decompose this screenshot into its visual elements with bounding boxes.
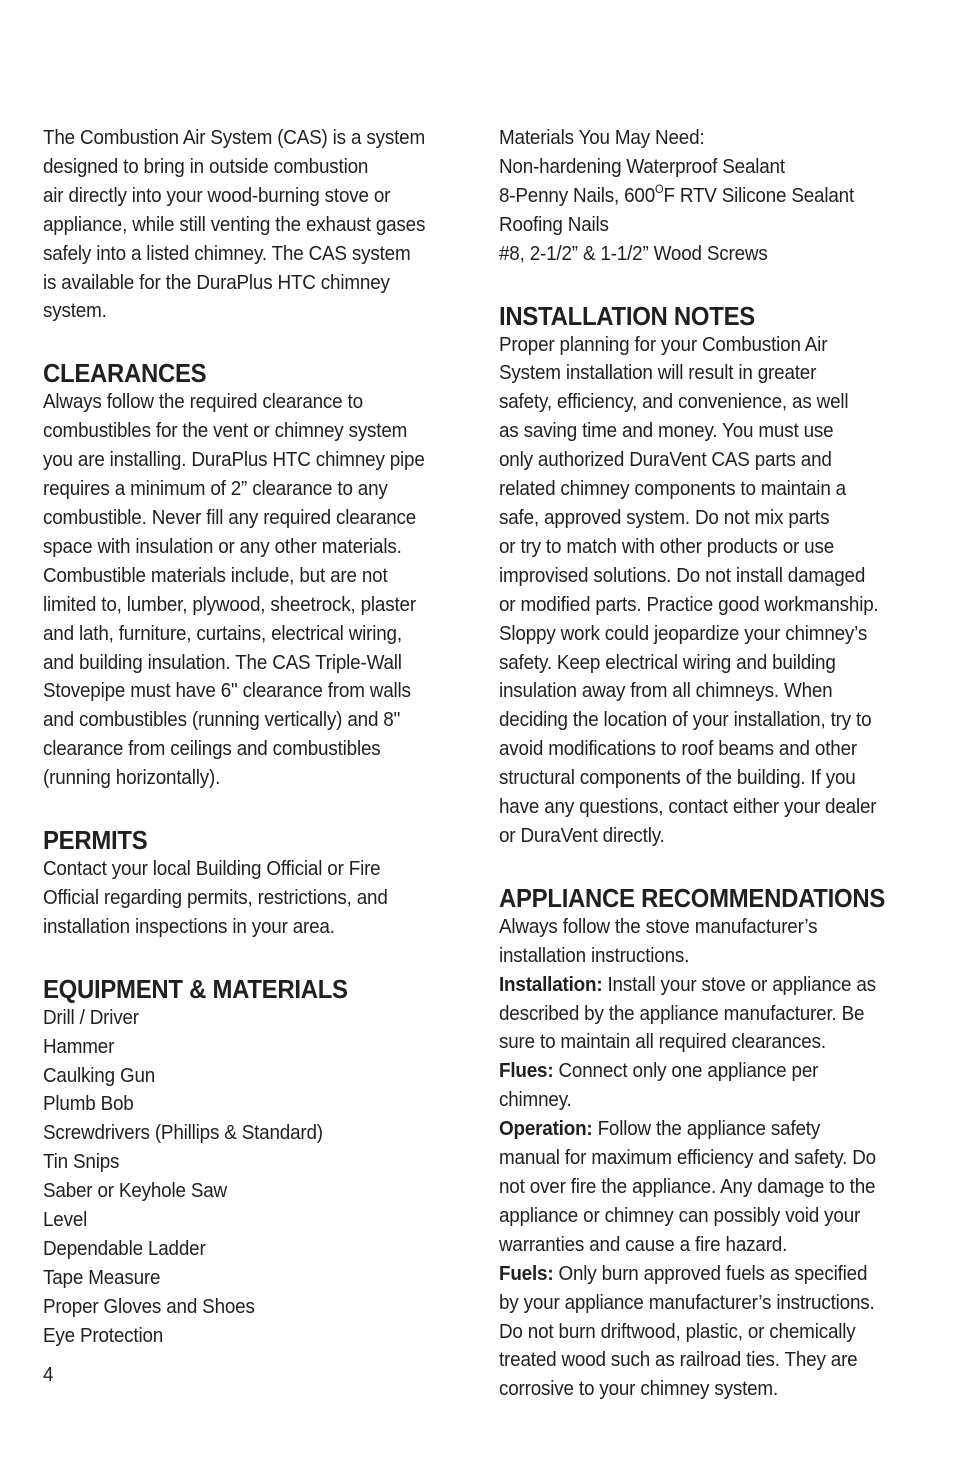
clearances-line: and lath, furniture, curtains, electrical wiring,: [43, 621, 402, 645]
operation-line: appliance or chimney can possibly void your: [499, 1203, 861, 1227]
intro-line: designed to bring in outside combustion: [43, 154, 369, 178]
equipment-heading: EQUIPMENT & MATERIALS: [43, 973, 348, 1004]
clearances-line: and combustibles (running vertically) and 8": [43, 708, 401, 732]
installation-notes-line: safety. Keep electrical wiring and building: [499, 650, 836, 674]
appliance-intro-line: installation instructions.: [499, 943, 690, 967]
materials-item-text: F RTV Silicone Sealant: [663, 183, 855, 207]
intro-line: appliance, while still venting the exhaust gases: [43, 212, 426, 236]
equipment-list: [43, 1004, 462, 1351]
clearances-line: combustible. Never fill any required clearance: [43, 505, 417, 529]
installation-notes-line: or modified parts. Practice good workmanship.: [499, 592, 879, 616]
clearances-line: Combustible materials include, but are not: [43, 563, 388, 587]
intro-line: air directly into your wood-burning stove or: [43, 183, 391, 207]
equipment-item: Level: [43, 1208, 88, 1232]
equipment-item: Proper Gloves and Shoes: [43, 1294, 255, 1318]
appliance-recommendations-heading: APPLIANCE RECOMMENDATIONS: [499, 882, 886, 913]
installation-notes-line: as saving time and money. You must use: [499, 419, 834, 443]
clearances-heading: CLEARANCES: [43, 358, 207, 389]
materials-item: [499, 182, 918, 211]
equipment-item: Screwdrivers (Phillips & Standard): [43, 1121, 323, 1145]
appliance-recommendations-paragraph: [499, 913, 918, 1404]
clearances-line: combustibles for the vent or chimney system: [43, 419, 408, 443]
installation-notes-line: structural components of the building. If you: [499, 766, 856, 790]
installation-notes-line: deciding the location of your installation, try to: [499, 708, 872, 732]
installation-text: Install your stove or appliance as: [602, 972, 876, 996]
flues-line: chimney.: [499, 1088, 572, 1112]
installation-notes-line: related chimney components to maintain a: [499, 477, 846, 501]
equipment-item: Tin Snips: [43, 1150, 120, 1174]
equipment-item: Caulking Gun: [43, 1063, 156, 1087]
operation-line: manual for maximum efficiency and safety. Do: [499, 1146, 876, 1170]
equipment-item: Eye Protection: [43, 1323, 164, 1347]
flues-item: [499, 1057, 918, 1086]
installation-notes-line: insulation away from all chimneys. When: [499, 679, 833, 703]
clearances-line: (running horizontally).: [43, 766, 221, 790]
clearances-line: requires a minimum of 2” clearance to any: [43, 477, 388, 501]
operation-item: [499, 1115, 918, 1144]
materials-list: [499, 124, 918, 269]
installation-notes-paragraph: [499, 331, 918, 851]
installation-notes-line: only authorized DuraVent CAS parts and: [499, 448, 832, 472]
permits-heading: PERMITS: [43, 825, 148, 856]
installation-notes-line: Sloppy work could jeopardize your chimney’s: [499, 621, 868, 645]
clearances-line: you are installing. DuraPlus HTC chimney pipe: [43, 448, 425, 472]
intro-paragraph: [43, 124, 462, 326]
installation-notes-line: Proper planning for your Combustion Air: [499, 332, 828, 356]
equipment-item: Drill / Driver: [43, 1005, 139, 1029]
materials-item-text: 8-Penny Nails, 600: [499, 183, 656, 207]
fuels-text: Only burn approved fuels as specified: [553, 1261, 868, 1285]
installation-label: Installation:: [499, 972, 603, 996]
installation-notes-line: safety, efficiency, and convenience, as well: [499, 390, 849, 414]
page-number: 4: [43, 1363, 54, 1386]
equipment-item: Plumb Bob: [43, 1092, 134, 1116]
installation-item: [499, 971, 918, 1000]
installation-notes-line: or try to match with other products or use: [499, 534, 835, 558]
materials-item: Non-hardening Waterproof Sealant: [499, 154, 785, 178]
installation-notes-line: safe, approved system. Do not mix parts: [499, 505, 830, 529]
fuels-line: treated wood such as railroad ties. They are: [499, 1348, 858, 1372]
clearances-line: and building insulation. The CAS Triple-Wall: [43, 650, 402, 674]
clearances-line: clearance from ceilings and combustibles: [43, 737, 381, 761]
intro-line: is available for the DuraPlus HTC chimney: [43, 270, 390, 294]
installation-notes-line: or DuraVent directly.: [499, 823, 665, 847]
equipment-item: Tape Measure: [43, 1265, 161, 1289]
materials-item: Roofing Nails: [499, 212, 609, 236]
operation-label: Operation:: [499, 1117, 593, 1141]
appliance-intro-line: Always follow the stove manufacturer’s: [499, 914, 818, 938]
fuels-item: [499, 1260, 918, 1289]
fuels-line: Do not burn driftwood, plastic, or chemically: [499, 1319, 856, 1343]
installation-line: sure to maintain all required clearances.: [499, 1030, 826, 1054]
right-column: [499, 124, 918, 1404]
clearances-line: space with insulation or any other materials.: [43, 534, 402, 558]
flues-text: Connect only one appliance per: [553, 1059, 819, 1083]
installation-notes-line: avoid modifications to roof beams and other: [499, 737, 857, 761]
installation-notes-line: improvised solutions. Do not install damaged: [499, 563, 866, 587]
fuels-line: corrosive to your chimney system.: [499, 1377, 779, 1401]
permits-line: installation inspections in your area.: [43, 914, 335, 938]
clearances-line: Always follow the required clearance to: [43, 390, 363, 414]
intro-line: The Combustion Air System (CAS) is a system: [43, 126, 425, 149]
materials-item: #8, 2-1/2” & 1-1/2” Wood Screws: [499, 241, 768, 265]
clearances-line: limited to, lumber, plywood, sheetrock, plaster: [43, 592, 416, 616]
fuels-label: Fuels:: [499, 1261, 554, 1285]
intro-line: safely into a listed chimney. The CAS system: [43, 241, 411, 265]
equipment-item: Hammer: [43, 1034, 115, 1058]
operation-text: Follow the appliance safety: [592, 1117, 821, 1141]
intro-line: system.: [43, 299, 107, 323]
clearances-line: Stovepipe must have 6" clearance from walls: [43, 679, 411, 703]
operation-line: not over fire the appliance. Any damage to the: [499, 1175, 876, 1198]
equipment-item: Saber or Keyhole Saw: [43, 1179, 227, 1203]
operation-line: warranties and cause a fire hazard.: [499, 1232, 788, 1256]
installation-notes-heading: INSTALLATION NOTES: [499, 300, 755, 331]
fuels-line: by your appliance manufacturer’s instructions.: [499, 1290, 875, 1314]
installation-notes-line: have any questions, contact either your dealer: [499, 795, 877, 819]
materials-header: Materials You May Need:: [499, 126, 705, 149]
degree-superscript: O: [655, 181, 664, 196]
permits-line: Official regarding permits, restrictions, and: [43, 885, 388, 909]
equipment-item: Dependable Ladder: [43, 1237, 206, 1260]
flues-label: Flues:: [499, 1059, 554, 1083]
permits-line: Contact your local Building Official or Fire: [43, 857, 381, 881]
left-column: [43, 124, 462, 1351]
permits-paragraph: [43, 855, 462, 942]
clearances-paragraph: [43, 388, 462, 793]
installation-line: described by the appliance manufacturer. Be: [499, 1001, 865, 1025]
installation-notes-line: System installation will result in greater: [499, 361, 817, 385]
